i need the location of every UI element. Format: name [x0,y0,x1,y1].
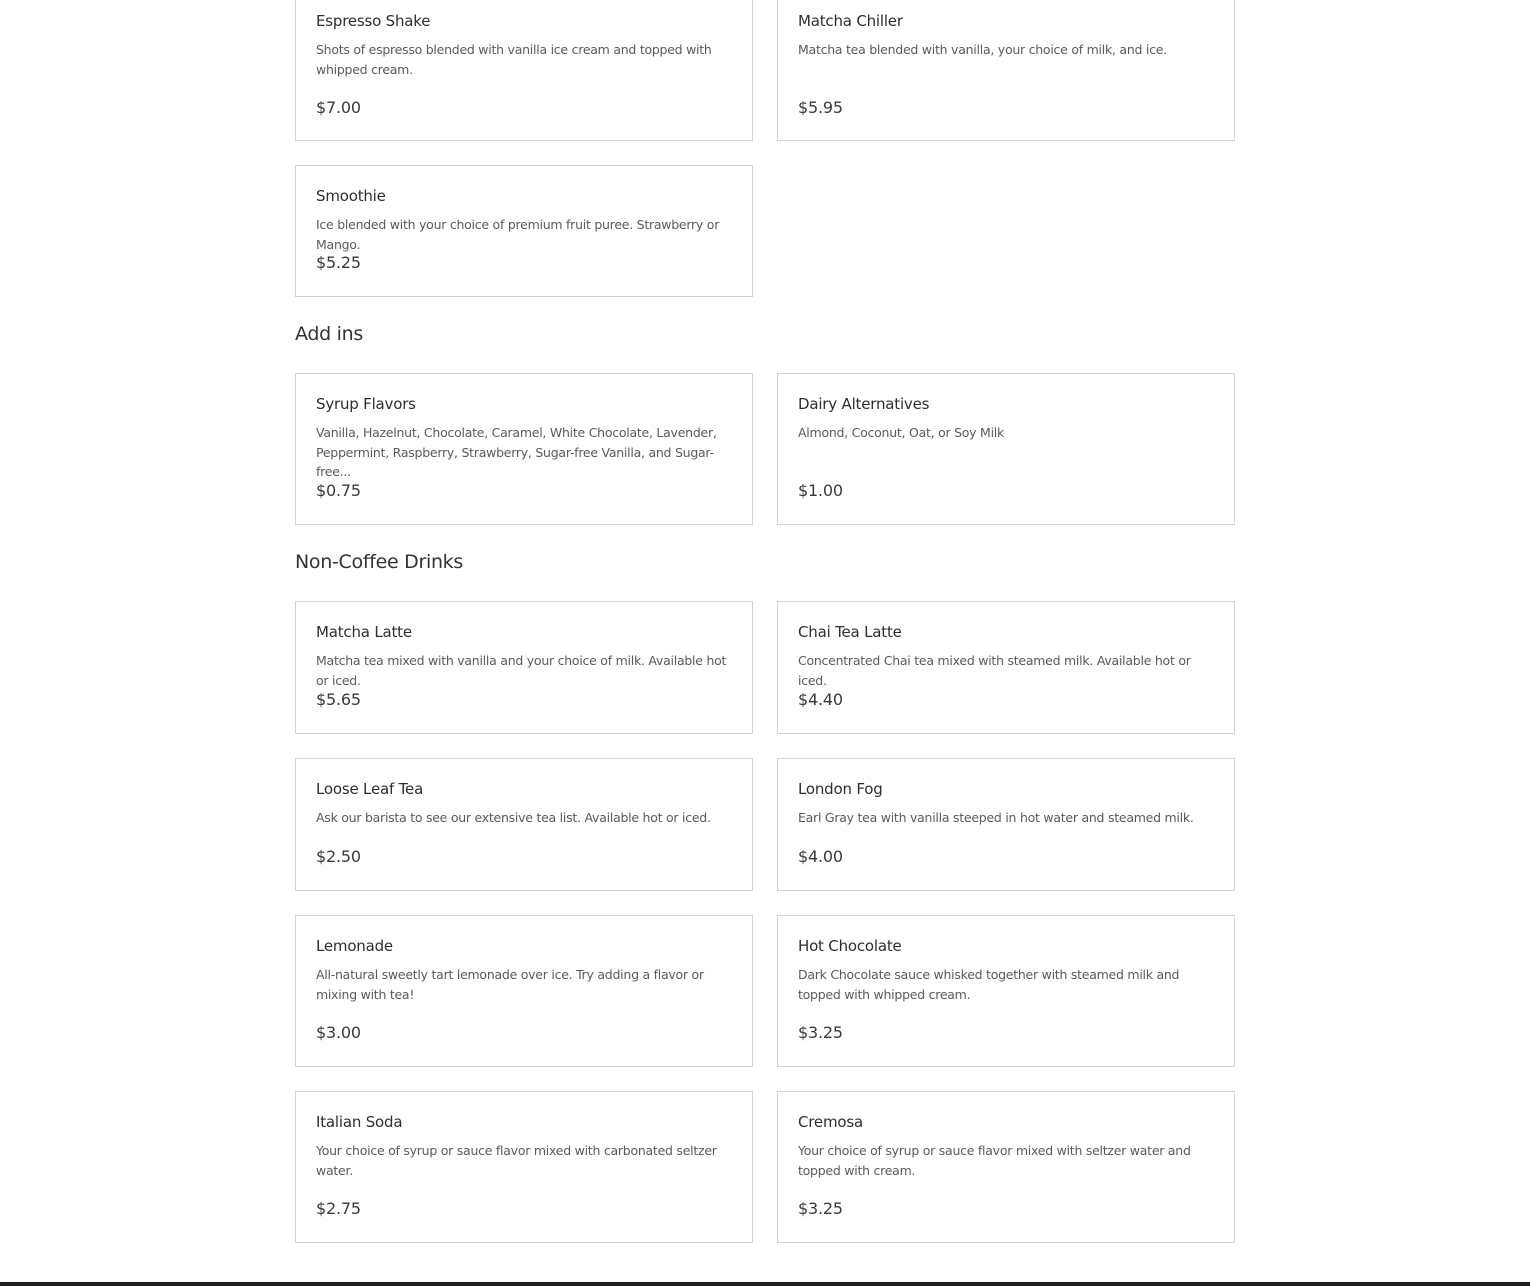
item-price: $5.65 [316,690,361,709]
item-price: $4.00 [798,847,843,866]
item-description: Ask our barista to see our extensive tea list. Available hot or iced. [316,810,711,825]
item-name: Syrup Flavors [316,395,416,413]
item-description: All-natural sweetly tart lemonade over ice. Try adding a flavor or mixing with tea! [316,967,704,1002]
item-price: $3.25 [798,1199,843,1218]
item-name: Smoothie [316,187,386,205]
menu-item-card[interactable] [777,601,1235,734]
item-description: Almond, Coconut, Oat, or Soy Milk [798,425,1005,440]
item-description: Dark Chocolate sauce whisked together with steamed milk and topped with whipped cream. [798,967,1180,1002]
item-name: London Fog [798,780,883,798]
item-name: Chai Tea Latte [798,623,902,641]
item-description: Matcha tea blended with vanilla, your choice of milk, and ice. [798,42,1167,57]
item-description: Ice blended with your choice of premium fruit puree. Strawberry or Mango. [316,217,720,252]
item-name: Hot Chocolate [798,937,902,955]
item-price: $5.25 [316,253,361,272]
item-name: Matcha Latte [316,623,412,641]
section-title-add-ins: Add ins [295,323,363,345]
item-price: $4.40 [798,690,843,709]
item-price: $2.75 [316,1199,361,1218]
item-price: $2.50 [316,847,361,866]
item-price: $7.00 [316,98,361,117]
menu-item-card[interactable] [777,915,1235,1067]
item-description: Shots of espresso blended with vanilla ice cream and topped with whipped cream. [316,42,712,77]
item-price: $1.00 [798,481,843,500]
item-name: Cremosa [798,1113,863,1131]
footer-divider [0,1282,1530,1286]
item-description: Your choice of syrup or sauce flavor mixed with carbonated seltzer water. [316,1143,717,1178]
item-description: Concentrated Chai tea mixed with steamed milk. Available hot or iced. [798,653,1191,688]
menu-item-card[interactable] [777,0,1235,141]
item-description: Your choice of syrup or sauce flavor mixed with seltzer water and topped with cream. [798,1143,1191,1178]
menu-item-card[interactable] [295,915,753,1067]
item-name: Lemonade [316,937,393,955]
menu-item-card[interactable] [295,1091,753,1243]
item-name: Dairy Alternatives [798,395,930,413]
item-description: Vanilla, Hazelnut, Chocolate, Caramel, White Chocolate, Lavender, Peppermint, Raspberry, Strawberry, Sugar-free Vanilla, and Sugar-free... [316,425,717,479]
item-name: Espresso Shake [316,12,431,30]
item-price: $0.75 [316,481,361,500]
menu-item-card[interactable] [777,373,1235,525]
item-name: Italian Soda [316,1113,403,1131]
item-description: Earl Gray tea with vanilla steeped in hot water and steamed milk. [798,810,1194,825]
item-name: Loose Leaf Tea [316,780,424,798]
item-description: Matcha tea mixed with vanilla and your choice of milk. Available hot or iced. [316,653,727,688]
section-title-non-coffee-drinks: Non-Coffee Drinks [295,551,463,573]
item-price: $5.95 [798,98,843,117]
menu-item-card[interactable] [295,373,753,525]
item-price: $3.25 [798,1023,843,1042]
item-name: Matcha Chiller [798,12,903,30]
menu-item-card[interactable] [295,601,753,734]
menu-item-card[interactable] [295,0,753,141]
item-price: $3.00 [316,1023,361,1042]
menu-item-card[interactable] [295,758,753,891]
menu-item-card[interactable] [777,758,1235,891]
menu-item-card[interactable] [777,1091,1235,1243]
menu-item-card[interactable] [295,165,753,297]
